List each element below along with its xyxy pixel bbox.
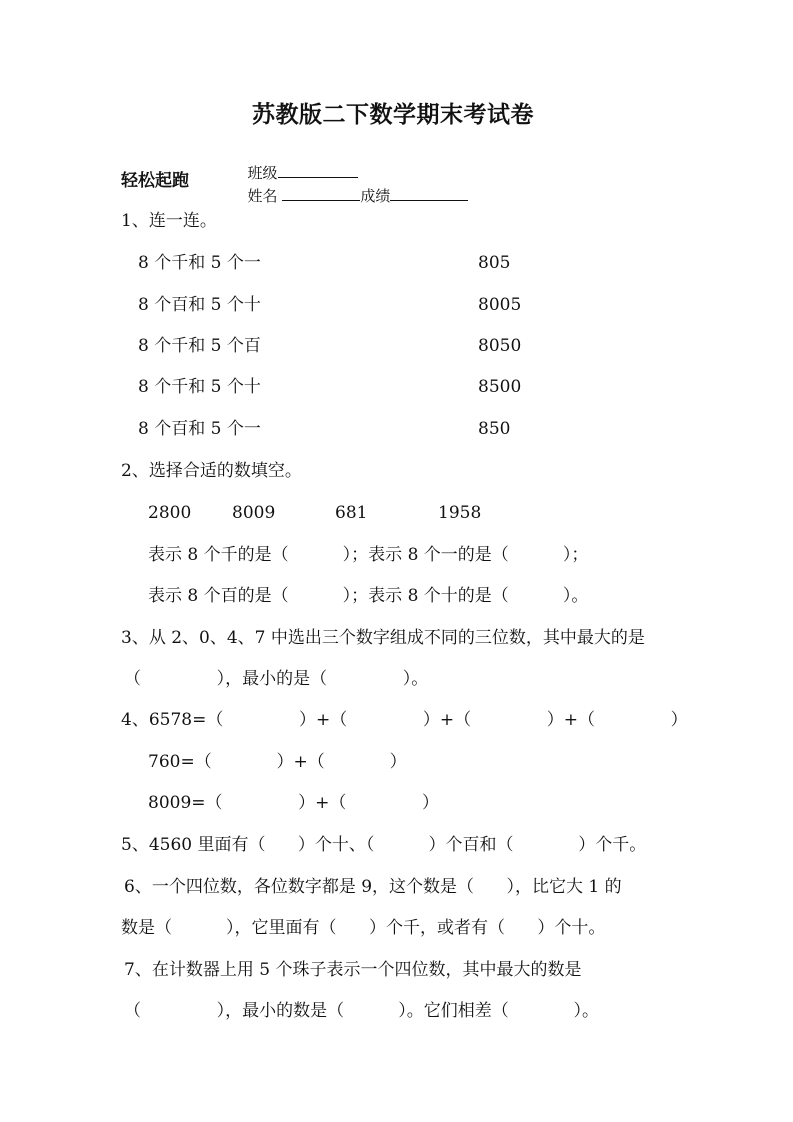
q7-line-1: 7、在计数器上用 5 个珠子表示一个四位数，其中最大的数是 bbox=[124, 960, 582, 980]
q1-left-item: 8 个百和 5 个十 bbox=[138, 295, 261, 315]
q4-line-1: 4、6578=（ ）+（ ）+（ ）+（ ） bbox=[121, 710, 688, 730]
q2-number: 681 bbox=[335, 503, 368, 523]
name-label: 姓名 bbox=[247, 187, 278, 205]
student-info-row bbox=[238, 139, 468, 207]
q7-line-2: （ ），最小的数是（ ）。它们相差（ ）。 bbox=[124, 1001, 600, 1021]
name-field[interactable] bbox=[282, 184, 360, 201]
q1-right-item: 8005 bbox=[478, 295, 522, 315]
q5-line: 5、4560 里面有（ ）个十、（ ）个百和（ ）个千。 bbox=[121, 835, 647, 855]
class-field[interactable] bbox=[278, 161, 358, 178]
q2-line-2: 表示 8 个百的是（ ）；表示 8 个十的是（ ）。 bbox=[148, 586, 589, 606]
section-title: 轻松起跑 bbox=[121, 171, 189, 191]
q1-right-item: 8050 bbox=[478, 336, 522, 356]
q3-line-2: （ ），最小的是（ ）。 bbox=[124, 669, 429, 689]
q4-line-3: 8009=（ ）+（ ） bbox=[148, 793, 440, 813]
q1-right-item: 8500 bbox=[478, 377, 522, 397]
q1-left-item: 8 个千和 5 个一 bbox=[138, 253, 261, 273]
class-label: 班级 bbox=[247, 164, 278, 182]
q4-line-2: 760=（ ）+（ ） bbox=[148, 752, 407, 772]
page-title: 苏教版二下数学期末考试卷 bbox=[252, 101, 534, 128]
q1-title: 1、连一连。 bbox=[121, 211, 217, 231]
score-field[interactable] bbox=[390, 184, 468, 201]
q2-number: 2800 bbox=[148, 503, 192, 523]
q6-line-1: 6、一个四位数，各位数字都是 9，这个数是（ ），比它大 1 的 bbox=[124, 877, 622, 897]
q1-left-item: 8 个千和 5 个十 bbox=[138, 377, 261, 397]
q3-line-1: 3、从 2、0、4、7 中选出三个数字组成不同的三位数，其中最大的是 bbox=[121, 628, 645, 648]
score-label: 成绩 bbox=[360, 187, 391, 205]
q1-left-item: 8 个百和 5 个一 bbox=[138, 419, 261, 439]
q1-right-item: 805 bbox=[478, 253, 511, 273]
q1-right-item: 850 bbox=[478, 419, 511, 439]
q2-line-1: 表示 8 个千的是（ ）；表示 8 个一的是（ ）； bbox=[148, 545, 589, 565]
q6-line-2: 数是（ ），它里面有（ ）个千，或者有（ ）个十。 bbox=[121, 918, 606, 938]
q2-title: 2、选择合适的数填空。 bbox=[121, 461, 302, 481]
q1-left-item: 8 个千和 5 个百 bbox=[138, 336, 261, 356]
q2-number: 8009 bbox=[232, 503, 276, 523]
q2-number: 1958 bbox=[438, 503, 482, 523]
